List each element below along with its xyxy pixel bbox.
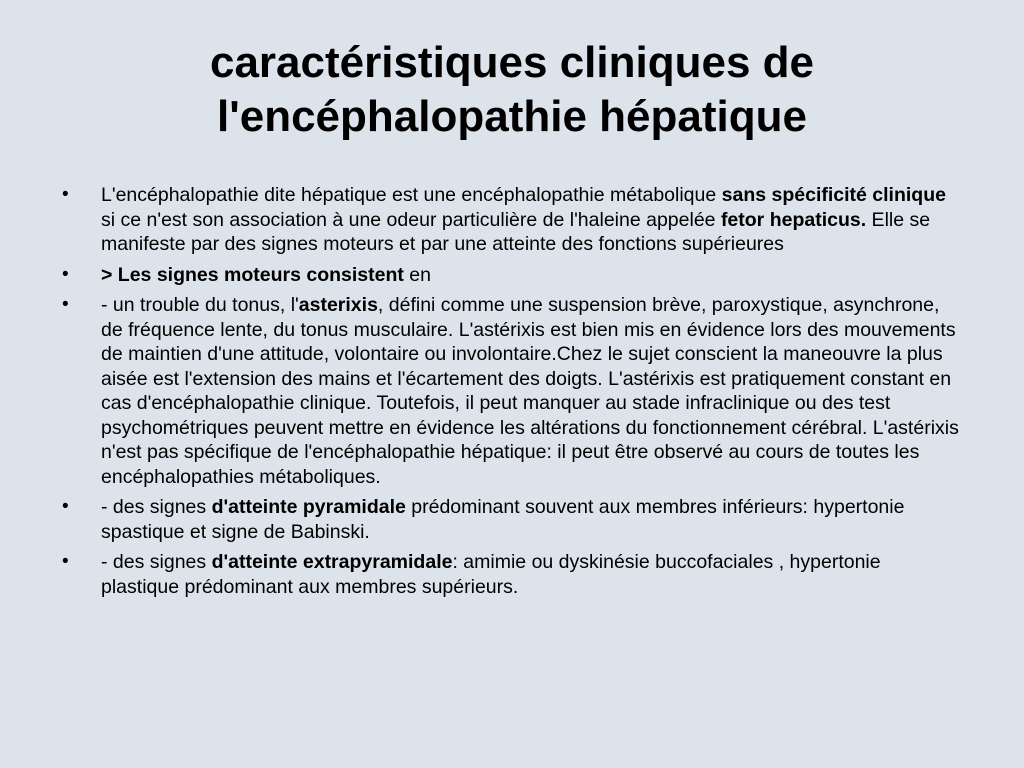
bullet-text: - un trouble du tonus, l'	[101, 294, 299, 316]
bullet-text: : amimie ou dyskinésie buccofaciales , hypertonie plastique prédominant aux membres supérieurs.	[101, 551, 881, 598]
title-line-2: l'encéphalopathie hépatique	[217, 92, 807, 141]
bullet-text: Elle se manifeste par des signes moteurs et par une atteinte des fonctions supérieures	[101, 208, 931, 255]
bullet-text: prédominant souvent aux membres inférieurs: hypertonie spastique et signe de Babinski.	[101, 496, 905, 543]
bullet-item-intro	[62, 183, 962, 257]
bullet-marker: •	[62, 184, 69, 205]
bullet-marker: •	[62, 551, 69, 572]
bullet-text: L'encéphalopathie dite hépatique est une encéphalopathie métabolique	[101, 184, 722, 206]
bullet-list	[62, 183, 962, 605]
bullet-item-pyramidal	[62, 495, 962, 544]
bullet-text: si ce n'est son association à une odeur particulière de l'haleine appelée	[101, 208, 721, 231]
title-line-1: caractéristiques cliniques de	[209, 38, 815, 87]
bullet-marker: •	[62, 496, 69, 517]
bullet-text: , défini comme une suspension brève, paroxystique, asynchrone, de fréquence lente, du tonus musculaire. L'astérixis est bien mis en évidence lors des mouvements de maintien d'une attitude, volontaire ou involontaire.Chez le sujet conscient la maneouvre la plus aisée est l'extension des mains et l'écartement des doigts. L'astérixis est pratiquement constant en cas d'encéphalopathie clinique. Toutefois, il peut manquer au stade infraclinique ou des test psychométriques peuvent mettre en évidence les altérations du fonctionnement cérébral. L'astérixis n'est pas spécifique de l'encéphalopathie hépatique: il peut être observé au cours de toutes les encéphalopathies métaboliques.	[101, 294, 959, 488]
bullet-text: en	[403, 263, 431, 286]
bold-text: > Les signes moteurs consistent	[101, 263, 404, 286]
bullet-item-asterixis	[62, 293, 962, 489]
bullet-item-extrapyramidal	[62, 550, 962, 599]
bold-text: sans spécificité clinique	[721, 184, 946, 206]
bullet-marker: •	[62, 294, 69, 315]
bullet-text: - des signes	[101, 496, 212, 518]
bullet-text: - des signes	[101, 551, 212, 573]
bullet-item-motor-signs	[62, 263, 962, 288]
bold-text: asterixis	[298, 294, 378, 316]
bold-text: fetor hepaticus.	[720, 208, 867, 231]
bold-text: d'atteinte pyramidale	[211, 496, 406, 518]
slide-title	[60, 36, 964, 144]
bold-text: d'atteinte extrapyramidale	[211, 551, 453, 573]
bullet-marker: •	[62, 263, 69, 285]
